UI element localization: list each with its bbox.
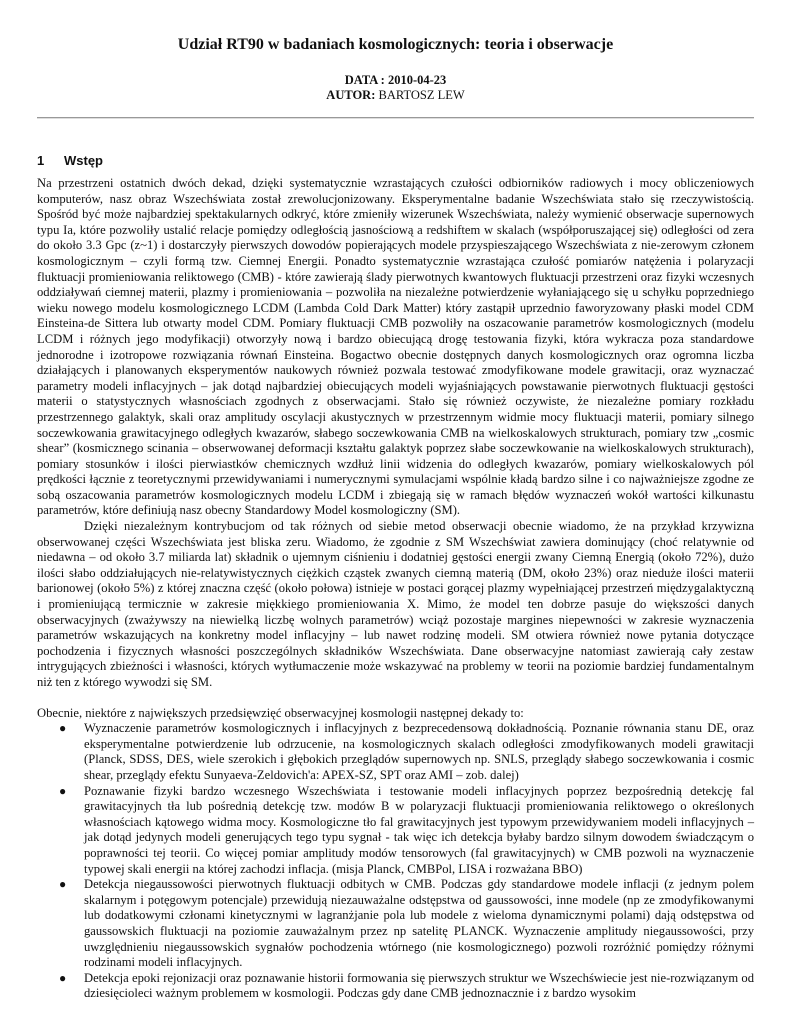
paragraph-3: Obecnie, niektóre z największych przedsięwzięć obserwacyjnej kosmologii następnej dekady to: (37, 705, 524, 720)
document-title: Udział RT90 w badaniach kosmologicznych: teoria i obserwacje (177, 36, 614, 53)
list-item (37, 721, 754, 783)
document-body (37, 176, 754, 1002)
section-heading (37, 153, 103, 168)
list-item-text: Poznawanie fizyki bardzo wczesnego Wszechświata i testowanie modeli inflacyjnych poprzez bezpośrednią detekcję fal grawitacyjnych tła lub pośrednią detekcję tzw. modów B w polaryzacji fluktuacji promieniowania reliktowego o określonych własnościach kątowego widma mocy. Kosmologiczne tło fal grawitacyjnych jest typowym przewidywaniem modeli inflacyjnych – jak dotąd jedynych modeli generujących tego typu sygnał - tak więc ich detekcja byłaby bardzo silnym dowodem świadczącym o poprawności tej teorii. Co więcej pomiar amplitudy modów tensorowych (fal grawitacyjnych) w CMB pozwoli na wyznaczenie typowej skali energii na której zachodzi inflacja. (misja Planck, CMBPol, LISA i rozważana BBO) (84, 783, 754, 876)
bullet-icon: ● (59, 877, 67, 892)
author-line (0, 88, 791, 103)
bullet-icon: ● (59, 970, 67, 985)
date-label: DATA : 2010-04-23 (344, 73, 447, 87)
document-meta (0, 73, 791, 103)
list-item (37, 971, 754, 1002)
header-divider (37, 117, 754, 119)
bullet-icon: ● (59, 783, 67, 798)
list-item-text: Wyznaczenie parametrów kosmologicznych i inflacyjnych z bezprecedensową dokładnością. Poznanie równania stanu DE, oraz eksperymentalne potwierdzenie lub odrzucenie, na kosmologicznych skalach odległości zmodyfikowanych modeli grawitacji (Planck, SDSS, DES, wiele szerokich i głębokich przeglądów supernowych np. SNLS, przeglądy słabego soczewkowania i cosmic shear, przeglądy efektu Sunyaeva-Zeldovich'a: APEX-SZ, SPT oraz AMI – zob. dalej) (84, 721, 754, 782)
section-title: Wstęp (64, 153, 103, 168)
list-item-text: Detekcja niegaussowości pierwotnych fluktuacji odbitych w CMB. Podczas gdy standardowe modele inflacji (z jednym polem skalarnym i potęgowym potencjale) przewidują niezauważalne odstępstwa od gaussowości, inne modele (np ze zmodyfikowanymi lub dodatkowymi członami kinetycznymi w lagranżjanie pola lub modele z wieloma dynamicznymi polami) dają odstępstwa od gaussowskich fluktuacji na poziomie zauważalnym przez np satelitę PLANCK. Wyznaczenie amplitudy niegaussowości, przy uwzględnieniu niegaussowskich sygnałów pochodzenia wtórnego (nie kosmologicznego) pozwoli rozróżnić pomiędzy różnymi rodzinami modeli inflacyjnych. (84, 877, 754, 970)
list-item (37, 877, 754, 971)
author-label: AUTOR: (326, 88, 376, 102)
bullet-icon: ● (59, 721, 67, 736)
author-name: BARTOSZ LEW (378, 88, 465, 102)
paragraph-2: Dzięki niezależnym kontrybucjom od tak różnych od siebie metod obserwacji obecnie wiadomo, że na przykład krzywizna obserwowanej części Wszechświata jest bliska zeru. Wiadomo, że zgodnie z SM Wszechświat zawiera dominujący (choć relatywnie od niedawna – od około 3.7 miliarda lat) składnik o ujemnym ciśnieniu i dodatniej gęstości energii zwany Ciemną Energią (około 72%), dużo ilości słabo oddziałujących nie-relatywistycznych ciężkich cząstek zwanych ciemną materią (DM, około 23%) oraz nieduże ilości materii barionowej (około 5%) z której znaczna część (około połowa) istnieje w postaci gorącej plazmy wypełniającej przestrzeń międzygalaktyczną i promieniującą termicznie w zakresie miękkiego promieniowania X. Mimo, że model ten dobrze pasuje do większości danych obserwacyjnych (zważywszy na niewielką liczbę wolnych parametrów) wciąż pozostaje margines niepewności w zakresie wyznaczenia parametrów wskazujących na konkretny model inflacyjny – lub nawet rodzinę modeli. SM otwiera również nowe pytania dotyczące pochodzenia i fizycznych własności poszczególnych składników Wszechświata. Dane obserwacyjne natomiast zawierają cały zestaw intrygujących zbieżności i własności, których wytłumaczenie może wskazywać na problemy w teorii na poziomie bardziej fundamentalnym niż ten z którego wywodzi się SM. (37, 519, 754, 689)
list-item-text: Detekcja epoki rejonizacji oraz poznawanie historii formowania się pierwszych struktur we Wszechświecie jest nie-rozwiązanym od dziesięcioleci ważnym problemem w kosmologii. Podczas gdy dane CMB jednoznacznie i z bardzo wysokim (84, 970, 754, 1001)
date-line (0, 73, 791, 88)
list-item (37, 784, 754, 878)
bullet-list (37, 721, 754, 1002)
section-number: 1 (37, 153, 45, 168)
paragraph-1: Na przestrzeni ostatnich dwóch dekad, dzięki systematycznie wzrastających czułości odbiorników radiowych i mocy obliczeniowych komputerów, nasz obraz Wszechświata został zrewolucjonizowany. Eksperymentalne badanie Wszechświata stało się rzeczywistością. Spośród być może najbardziej spektakularnych odkryć, które zmieniły wizerunek Wszechświata, należy wymienić obserwacje supernowych typu Ia, które pozwoliły ustalić relacje pomiędzy odległością jasnościową a redshiftem w skalach (współporuszającej się) odległości od zera do około 3.3 Gpc (z~1) i dostarczyły pierwszych dowodów popierających modele przyspieszającego Wszechświata z nie-zerowym członem kosmologicznym – czyli formą tzw. Ciemnej Energii. Ponadto systematycznie wzrastająca czułość pomiarów natężenia i polaryzacji fluktuacji promieniowania reliktowego (CMB) - które zawierają ślady pierwotnych kwantowych fluktuacji przestrzeni oraz fizyki wczesnych oddziaływań ciemnej materii, plazmy i promieniowania – pozwoliła na niezależne potwierdzenie wyłaniającego się u schyłku poprzedniego wieku nowego modelu kosmologicznego LCDM (Lambda Cold Dark Matter) który zastąpił uprzednio faworyzowany płaski model CDM Einsteina-de Sittera lub otwarty model CDM. Pomiary fluktuacji CMB pozwoliły na oszacowanie parametrów kosmologicznych (modelu LCDM i różnych jego modyfikacji) otworzyły nową i bardzo obiecującą drogę testowania fizyki, która wykracza poza standardowe jednorodne i izotropowe rozwiązania równań Einsteina. Bogactwo obecnie dostępnych danych kosmologicznych oraz ogromna liczba działających i planowanych eksperymentów naukowych również pozwala testować zmodyfikowane modele grawitacji, oraz wyznaczać parametry modeli inflacyjnych – jak dotąd najbardziej obiecujących modeli wyjaśniających powstawanie pierwotnych fluktuacji gęstości materii o statystycznych własnościach zgodnych z obserwacjami. Stało się również oczywiste, że niezależne pomiary rozkładu przestrzennego galaktyk, skali oraz amplitudy oscylacji akustycznych w przestrzennym widmie mocy fluktuacji materii, pomiary silnego soczewkowania grawitacyjnego odległych kwazarów, słabego soczewkowania CMB na wielkoskalowych strukturach, pomiary tzw „cosmic shear” (kosmicznego scinania – obserwowanej deformacji kształtu galaktyk poprzez słabe soczewkowanie na wielkoskalowych strukturach), pomiary stosunków i ilości pierwiastków chemicznych wzdłuż linii widzenia do odległych kwazarów, pomiary wielkoskalowych pól prędkości łącznie z teoretycznymi przewidywaniami i numerycznymi symulacjami wspólnie kładą bardzo silne i co najważniejsze zgodne ze sobą oszacowania parametrów kosmologicznych modelu LCDM i zbiegają się w ramach błędów wyznaczeń wokół wartości kilkunastu parametrów, które definiują nasz obecny Standardowy Model kosmologiczny (SM). (37, 176, 754, 518)
